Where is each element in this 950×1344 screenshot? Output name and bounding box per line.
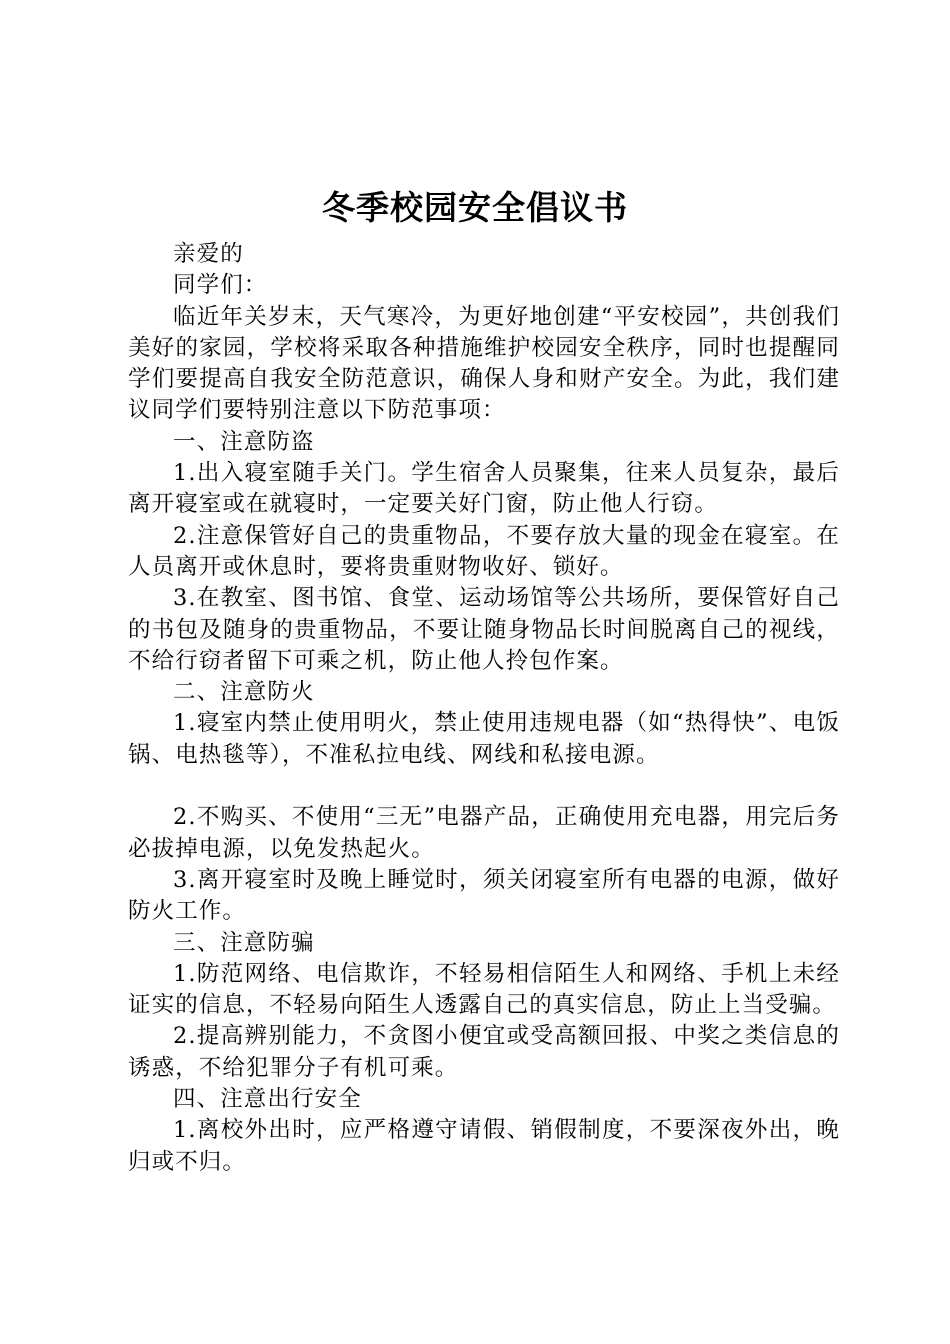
intro-paragraph: 临近年关岁末，天气寒冷，为更好地创建“平安校园”，共创我们美好的家园，学校将采取各种措施维护校园安全秩序，同时也提醒同学们要提高自我安全防范意识，确保人身和财产安全。为此，我们建议同学们要特别注意以下防范事项：	[128, 303, 840, 424]
document-body	[128, 239, 840, 1178]
salutation-line-2: 同学们：	[173, 272, 268, 299]
section-heading-travel: 四、注意出行安全	[173, 1086, 362, 1113]
paragraph-fraud-1: 1.防范网络、电信欺诈，不轻易相信陌生人和网络、手机上未经证实的信息，不轻易向陌生人透露自己的真实信息，防止上当受骗。	[128, 960, 840, 1019]
salutation-line-1: 亲爱的	[173, 241, 244, 267]
section-heading-fraud: 三、注意防骗	[173, 929, 315, 956]
paragraph-theft-2: 2.注意保管好自己的贵重物品，不要存放大量的现金在寝室。在人员离开或休息时，要将贵重财物收好、锁好。	[128, 522, 840, 580]
paragraph-fraud-2: 2.提高辨别能力，不贪图小便宜或受高额回报、中奖之类信息的诱惑，不给犯罪分子有机可乘。	[128, 1023, 840, 1081]
paragraph-fire-1: 1.寝室内禁止使用明火，禁止使用违规电器（如“热得快”、电饭锅、电热毯等），不准私拉电线、网线和私接电源。	[128, 710, 840, 768]
blank-line	[128, 771, 840, 802]
paragraph-theft-3: 3.在教室、图书馆、食堂、运动场馆等公共场所，要保管好自己的书包及随身的贵重物品，不要让随身物品长时间脱离自己的视线，不给行窃者留下可乘之机，防止他人拎包作案。	[128, 585, 840, 674]
document-title: 冬季校园安全倡议书	[322, 188, 628, 227]
section-heading-fire: 二、注意防火	[173, 679, 315, 706]
section-heading-theft: 一、注意防盗	[173, 428, 315, 455]
paragraph-fire-3: 3.离开寝室时及晚上睡觉时，须关闭寝室所有电器的电源，做好防火工作。	[128, 866, 840, 925]
paragraph-travel-1: 1.离校外出时，应严格遵守请假、销假制度，不要深夜外出，晚归或不归。	[128, 1117, 840, 1175]
paragraph-theft-1: 1.出入寝室随手关门。学生宿舍人员聚集，往来人员复杂，最后离开寝室或在就寝时，一定要关好门窗，防止他人行窃。	[128, 460, 840, 518]
paragraph-fire-2: 2.不购买、不使用“三无”电器产品，正确使用充电器，用完后务必拔掉电源，以免发热起火。	[128, 804, 840, 862]
